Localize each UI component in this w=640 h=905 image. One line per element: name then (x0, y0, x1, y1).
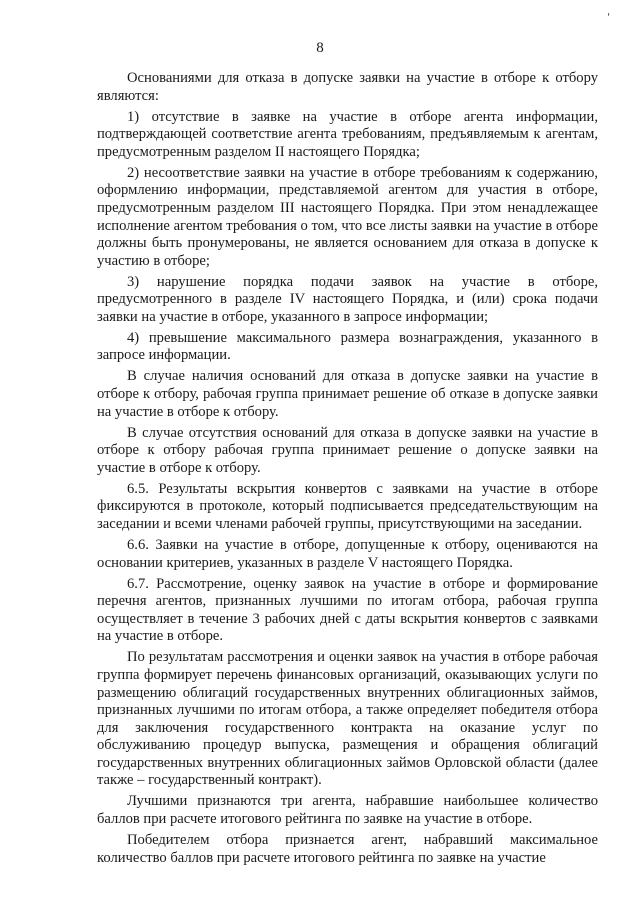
paragraph-refusal-decision: В случае наличия оснований для отказа в допуске заявки на участие в отборе к отбору, рабочая группа принимает решение об отказе в допуске заявки на участие в отборе к отбору. (97, 368, 598, 420)
paragraph-ground-3: 3) нарушение порядка подачи заявок на участие в отборе, предусмотренного в разделе IV настоящего Порядка, и (или) срока подачи заявки на участие в отборе, указанного в запросе информации; (97, 273, 598, 325)
page-number: 8 (316, 40, 324, 56)
corner-mark: ʹ (607, 10, 610, 24)
paragraph-grounds-intro: Основаниями для отказа в допуске заявки на участие в отборе к отбору являются: (97, 70, 598, 104)
document-body (97, 70, 598, 871)
paragraph-winner: Победителем отбора признается агент, набравший максимальное количество баллов при расчете итогового рейтинга по заявке на участие (97, 832, 598, 866)
paragraph-ground-4: 4) превышение максимального размера вознаграждения, указанного в запросе информации. (97, 329, 598, 364)
paragraph-best-agents: Лучшими признаются три агента, набравшие наибольшее количество баллов при расчете итогового рейтинга по заявке на участие в отборе. (97, 793, 598, 828)
paragraph-clause-6-6: 6.6. Заявки на участие в отборе, допущенные к отбору, оцениваются на основании критериев, указанных в разделе V настоящего Порядка. (97, 536, 598, 571)
paragraph-admission-decision: В случае отсутствия оснований для отказа в допуске заявки на участие в отборе к отбору рабочая группа принимает решение о допуске заявки на участие в отборе к отбору. (97, 424, 598, 476)
paragraph-clause-6-5: 6.5. Результаты вскрытия конвертов с заявками на участие в отборе фиксируются в протоколе, который подписывается председательствующим на заседании и всеми членами рабочей группы, присутствующими на заседании. (97, 480, 598, 532)
paragraph-ground-2: 2) несоответствие заявки на участие в отборе требованиям к содержанию, оформлению информации, представляемой агентом для участия в отборе, предусмотренным разделом III настоящего Порядка. При этом ненадлежащее исполнение агентом требования о том, что все листы заявки на участие в отборе должны быть пронумерованы, не является основанием для отказа в допуске к участию в отборе; (97, 164, 598, 269)
paragraph-results-review: По результатам рассмотрения и оценки заявок на участия в отборе рабочая группа формирует перечень финансовых организаций, оказывающих услуги по размещению облигаций государственных внутренних облигационных займов, признанных лучшими по итогам отбора, а также определяет победителя отбора для заключения государственного контракта на оказание услуг по обслуживанию процедур выпуска, размещения и обращения облигаций государственных внутренних облигационных займов Орловской области (далее также – государственный контракт). (97, 649, 598, 789)
paragraph-ground-1: 1) отсутствие в заявке на участие в отборе агента информации, подтверждающей соответствие агента требованиям, предъявляемым к агентам, предусмотренным разделом II настоящего Порядка; (97, 108, 598, 160)
paragraph-clause-6-7: 6.7. Рассмотрение, оценку заявок на участие в отборе и формирование перечня агентов, признанных лучшими по итогам отбора, рабочая группа осуществляет в течение 3 рабочих дней с даты вскрытия конвертов с заявками на участие в отборе. (97, 575, 598, 645)
